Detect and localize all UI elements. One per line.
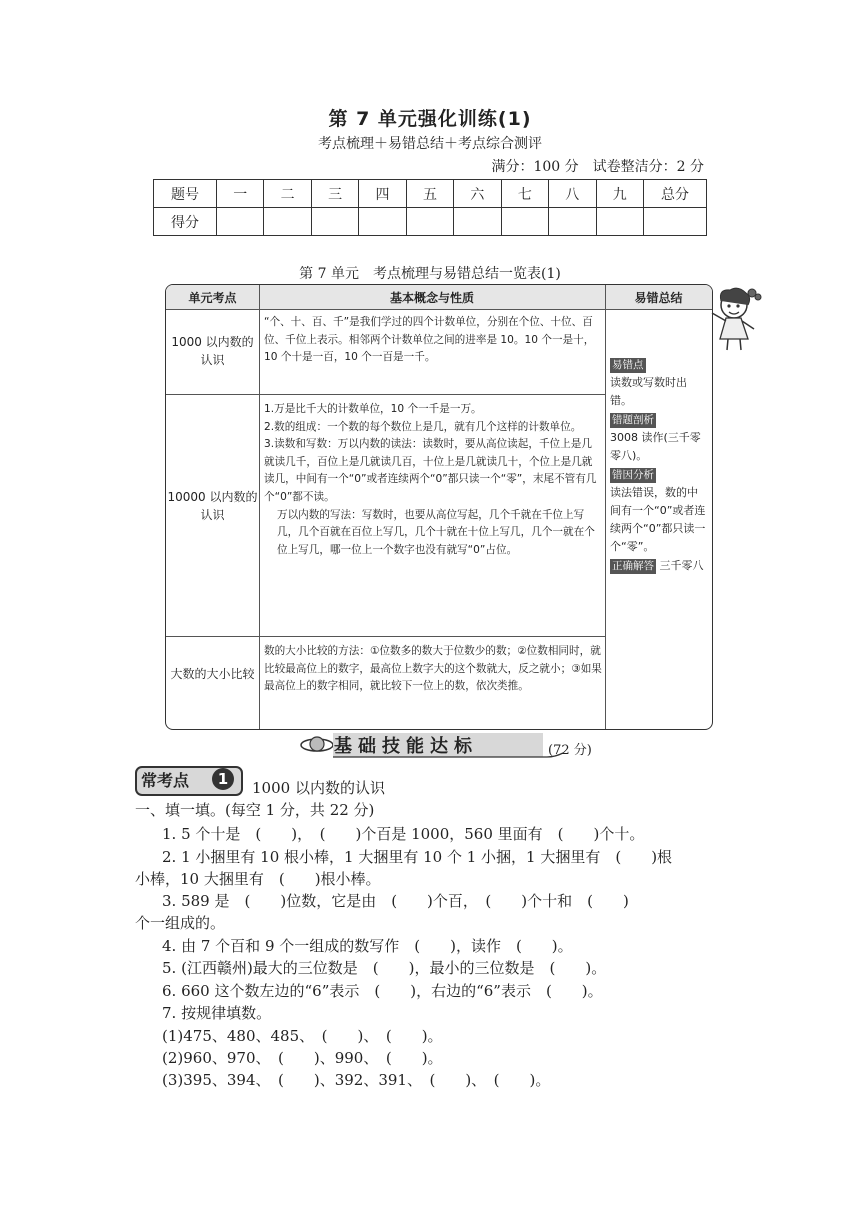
- cartoon-girl-icon: [708, 283, 764, 353]
- concept-text: 1.万是比千大的计数单位，10 个一千是一万。: [264, 403, 482, 415]
- concept-text: 数的大小比较的方法：①位数多的数大于位数少的数；②位数相同时，就比较最高位上的数字，最高位上数字大的这个数就大，反之就小；③如果最高位上的数字相同，就比较下一位上的数，依次类推。: [264, 645, 602, 693]
- score-table-header-row: [154, 180, 707, 208]
- score-cell[interactable]: [644, 208, 707, 236]
- question-2: [162, 846, 672, 868]
- summary-concept-1: [264, 314, 602, 367]
- key-point-number: 1: [212, 768, 234, 790]
- question-text: 589 是 ( )位数，它是由 ( )个百， ( )个十和 ( ): [181, 892, 629, 910]
- concept-text: 3.读数和写数：万以内数的读法：读数时，要从高位读起，千位上是几就读几千，百位上是几就读几百，十位上是几就读几十，个位上是几就读几，中间有一个“0”或者连续两个“0”都只读一个“零”，末尾不管有几个“0”都不读。: [264, 438, 597, 503]
- divider: [166, 394, 605, 395]
- question-number: 6.: [162, 982, 177, 1000]
- error-tag: 易错点: [612, 359, 644, 371]
- error-text: 读法错误，数的中间有一个“0”或者连续两个“0”都只读一个“零”。: [610, 486, 706, 553]
- question-text: 1 小捆里有 10 根小棒，1 大捆里有 10 个 1 小捆，1 大捆里有 ( )根: [181, 848, 673, 866]
- question-text: (江西赣州)最大的三位数是 ( )，最小的三位数是 ( )。: [181, 959, 607, 977]
- question-text: 5 个十是 ( )， ( )个百是 1000，560 里面有 ( )个十。: [181, 825, 645, 843]
- summary-point-2: 10000 以内数的认识: [167, 490, 258, 522]
- score-cell[interactable]: [311, 208, 358, 236]
- part-heading: 一、填一填。(每空 1 分，共 22 分): [135, 801, 375, 819]
- error-tag: 错因分析: [612, 469, 654, 481]
- question-number: 5.: [162, 959, 177, 977]
- error-text: 3008 读作(三千零零八)。: [610, 431, 701, 462]
- question-6: [162, 980, 603, 1002]
- concept-text: “个、十、百、千”是我们学过的四个计数单位，分别在个位、十位、百位、千位上表示。相邻两个计数单位之间的进率是 10。10 个一是十，10 个十是一百，10 个一百是一千。: [264, 316, 595, 364]
- summary-table: [165, 284, 713, 730]
- score-header-cell: 六: [454, 180, 501, 208]
- concept-text: 万以内数的写法：写数时，也要从高位写起，几个千就在千位上写几，几个百就在百位上写几，几个十就在十位上写几，几个一就在个位上写几，哪一位上一个数字也没有就写“0”占位。: [277, 508, 595, 556]
- key-point-label: 常考点: [141, 771, 190, 790]
- summary-title: 第 7 单元 考点梳理与易错总结一览表(1): [299, 266, 561, 282]
- score-cell[interactable]: [501, 208, 548, 236]
- concept-text: 2.数的组成：一个数的每个数位上是几，就有几个这样的计数单位。: [264, 420, 582, 433]
- question-text: 按规律填数。: [181, 1004, 272, 1022]
- score-header-cell: 四: [359, 180, 406, 208]
- score-cell[interactable]: [454, 208, 501, 236]
- score-header-cell: 八: [549, 180, 596, 208]
- divider: [605, 285, 606, 729]
- score-header-cell: 九: [596, 180, 644, 208]
- question-2-cont: 小棒，10 大捆里有 ( )根小棒。: [135, 870, 381, 888]
- score-info: 满分：100 分 试卷整洁分：2 分: [491, 159, 704, 175]
- question-number: 3.: [162, 892, 177, 910]
- error-text: 读数或写数时出错。: [610, 376, 687, 407]
- score-header-cell: 总分: [644, 180, 707, 208]
- question-text: 由 7 个百和 9 个一组成的数写作 ( )，读作 ( )。: [181, 937, 573, 955]
- score-header-cell: 一: [217, 180, 264, 208]
- question-4: [162, 935, 573, 957]
- score-header-cell: 二: [264, 180, 311, 208]
- question-number: 7.: [162, 1004, 177, 1022]
- score-table-score-row: [154, 208, 707, 236]
- score-header-cell: 五: [406, 180, 453, 208]
- question-number: 2.: [162, 848, 177, 866]
- error-tag: 错题剖析: [612, 414, 654, 426]
- score-cell[interactable]: [549, 208, 596, 236]
- score-cell[interactable]: [217, 208, 264, 236]
- section-score: (72 分): [548, 743, 592, 758]
- score-header-cell: 题号: [154, 180, 217, 208]
- page-subtitle: 考点梳理＋易错总结＋考点综合测评: [318, 136, 542, 152]
- question-number: 1.: [162, 825, 177, 843]
- summary-point-1: 1000 以内数的认识: [171, 335, 254, 367]
- question-1: [162, 823, 644, 845]
- summary-concept-2: [264, 401, 602, 559]
- divider: [166, 636, 605, 637]
- score-cell[interactable]: [406, 208, 453, 236]
- score-cell[interactable]: [359, 208, 406, 236]
- score-cell[interactable]: [596, 208, 644, 236]
- question-7-2: (2)960、970、 ( )、990、 ( )。: [162, 1049, 443, 1067]
- error-summary: [610, 355, 708, 575]
- summary-point-3: 大数的大小比较: [170, 667, 255, 681]
- score-header-cell: 三: [311, 180, 358, 208]
- summary-concept-3: [264, 643, 602, 696]
- summary-col-point: 单元考点: [188, 291, 237, 305]
- question-7-1: (1)475、480、485、 ( )、 ( )。: [162, 1027, 443, 1045]
- score-cell[interactable]: [264, 208, 311, 236]
- summary-col-concept: 基本概念与性质: [389, 291, 474, 305]
- error-text: 三千零八: [659, 559, 704, 572]
- question-5: [162, 957, 606, 979]
- question-7: [162, 1002, 271, 1024]
- score-row-label: 得分: [154, 208, 217, 236]
- key-point-topic: 1000 以内数的认识: [252, 779, 385, 797]
- question-7-3: (3)395、394、 ( )、392、391、 ( )、 ( )。: [162, 1071, 551, 1089]
- summary-col-errors: 易错总结: [634, 291, 683, 305]
- section-title: 基础技能达标: [334, 736, 478, 757]
- divider: [259, 285, 260, 729]
- question-3-cont: 个一组成的。: [135, 914, 226, 932]
- page-title: 第 7 单元强化训练(1): [328, 108, 532, 130]
- question-3: [162, 890, 629, 912]
- score-table: [153, 179, 707, 236]
- score-header-cell: 七: [501, 180, 548, 208]
- question-number: 4.: [162, 937, 177, 955]
- summary-header: [166, 285, 712, 310]
- question-text: 660 这个数左边的“6”表示 ( )，右边的“6”表示 ( )。: [181, 982, 603, 1000]
- error-tag: 正确解答: [612, 560, 654, 572]
